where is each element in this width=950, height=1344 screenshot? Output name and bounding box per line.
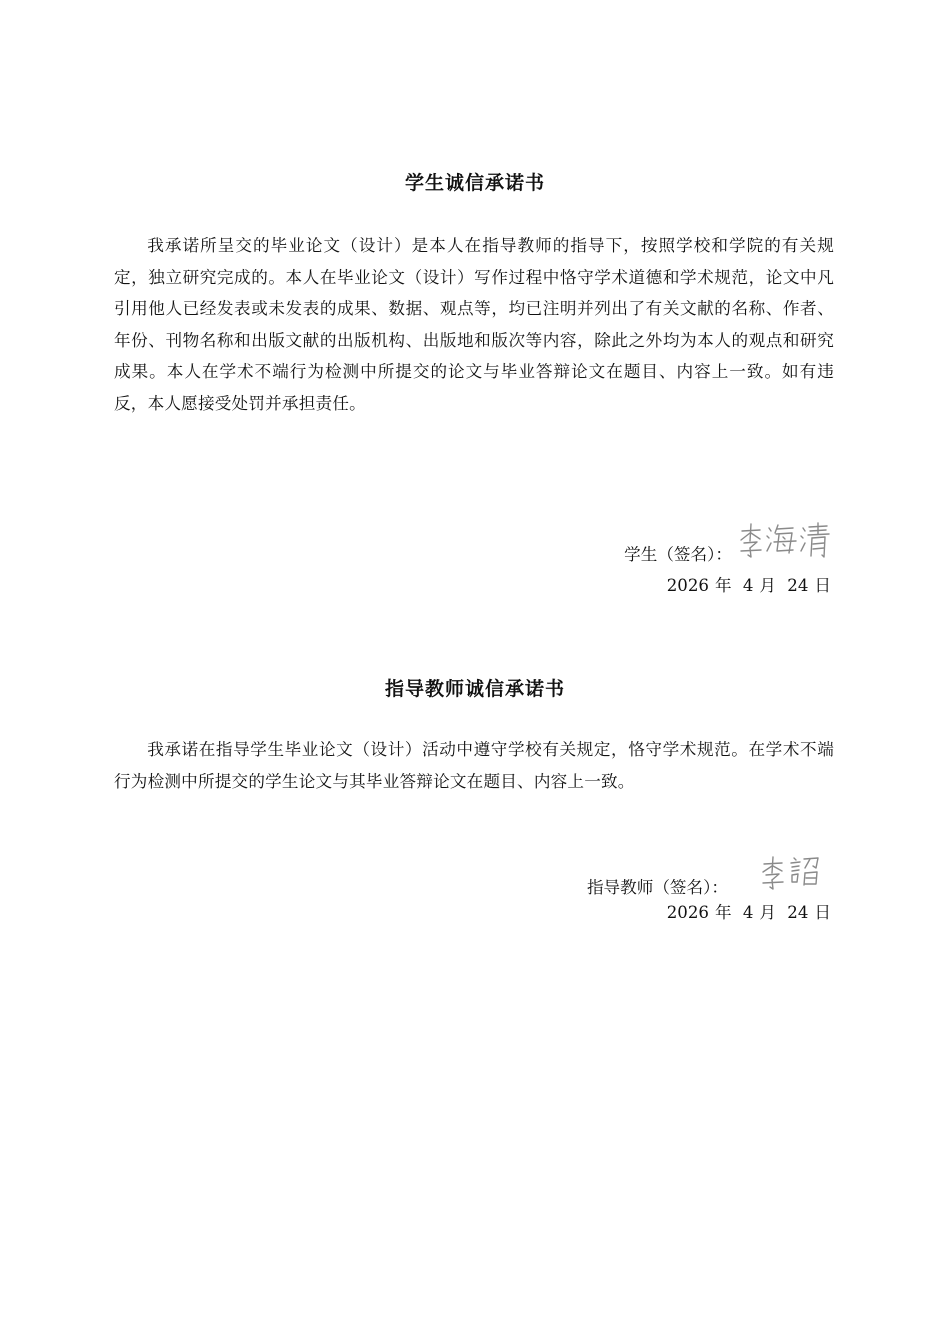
student-date-month-unit: 月 [759, 576, 776, 595]
teacher-date-month: 4 [742, 903, 754, 922]
student-handwritten-signature [738, 521, 834, 565]
teacher-date-year-unit: 年 [714, 903, 732, 922]
student-date-year-unit: 年 [714, 576, 732, 595]
student-date-day: 24 [787, 576, 809, 595]
student-date-day-unit: 日 [814, 576, 831, 595]
student-signature-line [624, 531, 834, 575]
teacher-handwritten-signature [734, 854, 834, 898]
teacher-date-year: 2026 [666, 903, 709, 922]
teacher-date-day: 24 [787, 903, 809, 922]
teacher-signature-date [664, 899, 834, 923]
teacher-pledge-paragraph: 我承诺在指导学生毕业论文（设计）活动中遵守学校有关规定，恪守学术规范。在学术不端行为检测中所提交的学生论文与其毕业答辩论文在题目、内容上一致。 [114, 740, 834, 791]
teacher-signature-label: 指导教师（签名）： [586, 878, 728, 897]
student-signature-date [664, 572, 834, 596]
student-date-year: 2026 [666, 576, 709, 595]
student-pledge-paragraph: 我承诺所呈交的毕业论文（设计）是本人在指导教师的指导下，按照学校和学院的有关规定，独立研究完成的。本人在毕业论文（设计）写作过程中恪守学术道德和学术规范，论文中凡引用他人已经发表或未发表的成果、数据、观点等，均已注明并列出了有关文献的名称、作者、年份、刊物名称和出版文献的出版机构、出版地和版次等内容，除此之外均为本人的观点和研究成果。本人在学术不端行为检测中所提交的论文与毕业答辩论文在题目、内容上一致。如有违反，本人愿接受处罚并承担责任。 [114, 236, 834, 413]
teacher-date-month-unit: 月 [759, 903, 776, 922]
student-date-month: 4 [742, 576, 754, 595]
teacher-pledge-title: 指导教师诚信承诺书 [384, 678, 565, 700]
student-pledge-title: 学生诚信承诺书 [404, 172, 545, 194]
student-signature-label: 学生（签名）： [624, 545, 732, 564]
teacher-date-day-unit: 日 [814, 903, 831, 922]
